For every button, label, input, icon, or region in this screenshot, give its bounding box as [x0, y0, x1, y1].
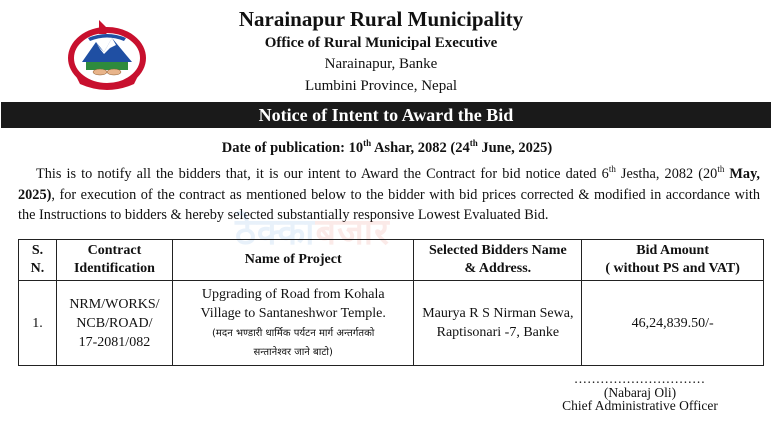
signature-line: ..............................	[574, 371, 706, 386]
signatory-title: Chief Administrative Officer	[562, 398, 718, 413]
notice-title-banner: Notice of Intent to Award the Bid	[1, 102, 771, 128]
signatory-name: (Nabaraj Oli)	[603, 385, 677, 400]
award-table	[18, 239, 764, 366]
office-name: Office of Rural Municipal Executive	[264, 35, 498, 51]
address-line-2: Lumbini Province, Nepal	[304, 78, 458, 94]
table-row	[19, 281, 764, 366]
notice-body: This is to notify all the bidders that, it is our intent to Award the Contract for bid notice dated 6th Jestha, 2082 (20th May, 2025), for execution of the contract as mentioned below to the bidder with bid prices corrected & modified in accordance with the Instructions to bidders & hereby selected substantially responsive Lowest Evaluated Bid.	[18, 164, 761, 223]
cell-project: Upgrading of Road from Kohala Village to Santaneshwor Temple. (मदन भण्डारी धार्मिक पर्यटन मार्ग अन्तर्गतको सन्तानेश्वर जाने बाटो)	[172, 281, 414, 366]
municipality-name: Narainapur Rural Municipality	[238, 7, 524, 31]
header-contract: Contract Identification	[56, 240, 172, 281]
header-bidder: Selected Bidders Name & Address.	[414, 240, 582, 281]
header-sn: S. N.	[19, 240, 57, 281]
table-header-row	[19, 240, 764, 281]
header-project: Name of Project	[172, 240, 414, 281]
cell-bidder: Maurya R S Nirman Sewa, Raptisonari -7, Banke	[414, 281, 582, 366]
address-line-1: Narainapur, Banke	[324, 56, 438, 72]
header-amount: Bid Amount ( without PS and VAT)	[582, 240, 764, 281]
cell-sn: 1.	[19, 281, 57, 366]
cell-amount: 46,24,839.50/-	[582, 281, 764, 366]
cell-contract: NRM/WORKS/ NCB/ROAD/ 17-2081/082	[56, 281, 172, 366]
publication-date: Date of publication: 10th Ashar, 2082 (24th June, 2025)	[221, 138, 553, 156]
watermark: ठेक्काबजार	[235, 212, 390, 253]
